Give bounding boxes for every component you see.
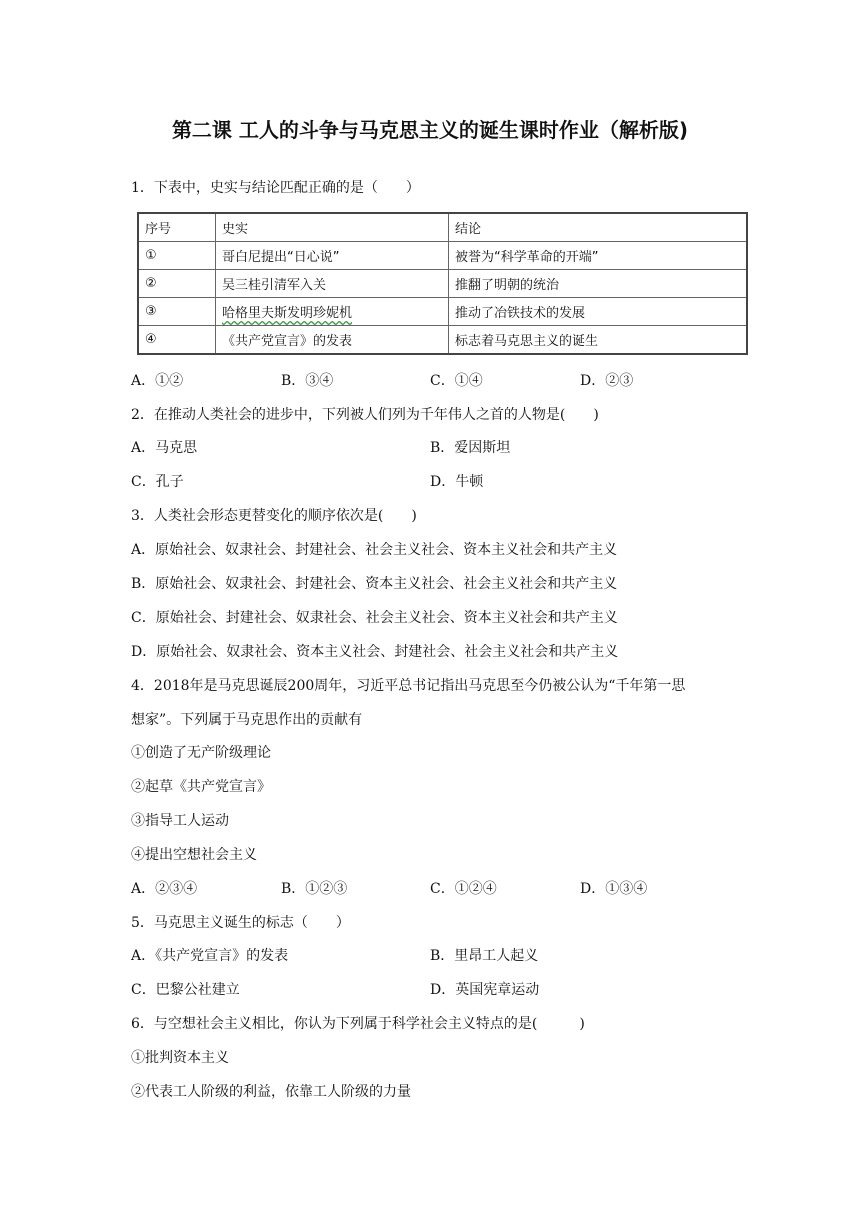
q1-stem: 1．下表中，史实与结论匹配正确的是（ ） xyxy=(131,180,420,196)
table-header-cell: 结论 xyxy=(449,213,748,242)
q6-item-2: ②代表工人阶级的利益，依靠工人阶级的力量 xyxy=(131,1084,411,1100)
q3-option-d: D．原始社会、奴隶社会、资本主义社会、封建社会、社会主义社会和共产主义 xyxy=(131,644,619,660)
table-row xyxy=(138,326,747,355)
table-cell: 吴三桂引清军入关 xyxy=(216,270,449,298)
q4-stem-line2: 想家”。下列属于马克思作出的贡献有 xyxy=(131,712,363,728)
q3-option-a: A．原始社会、奴隶社会、封建社会、社会主义社会、资本主义社会和共产主义 xyxy=(131,542,618,558)
table-cell xyxy=(216,298,449,326)
q2-stem: 2．在推动人类社会的进步中，下列被人们列为千年伟人之首的人物是( ) xyxy=(131,407,599,423)
q3-stem: 3．人类社会形态更替变化的顺序依次是( ) xyxy=(131,508,417,524)
q1-option-d: D．②③ xyxy=(580,373,634,389)
q2-option-b: B．爱因斯坦 xyxy=(430,440,511,456)
q5-option-d: D．英国宪章运动 xyxy=(430,982,540,998)
q4-item-3: ③指导工人运动 xyxy=(131,813,229,829)
table-cell: ① xyxy=(138,242,216,270)
q4-item-2: ②起草《共产党宣言》 xyxy=(131,779,271,795)
q5-stem: 5．马克思主义诞生的标志（ ） xyxy=(131,915,350,931)
q6-stem: 6．与空想社会主义相比，你认为下列属于科学社会主义特点的是( ) xyxy=(131,1016,585,1032)
q4-option-d: D．①③④ xyxy=(580,881,648,897)
q4-option-c: C．①②④ xyxy=(430,881,497,897)
q5-option-b: B．里昂工人起义 xyxy=(430,948,539,964)
table-row xyxy=(138,242,747,270)
q3-option-b: B．原始社会、奴隶社会、封建社会、资本主义社会、社会主义社会和共产主义 xyxy=(131,576,618,592)
q1-option-a: A．①② xyxy=(131,373,184,389)
table-cell: ③ xyxy=(138,298,216,326)
q5-option-c: C．巴黎公社建立 xyxy=(131,982,240,998)
q6-item-1: ①批判资本主义 xyxy=(131,1050,229,1066)
table-cell: 哥白尼提出“日心说” xyxy=(216,242,449,270)
q1-option-c: C．①④ xyxy=(430,373,483,389)
table-cell: ④ xyxy=(138,326,216,355)
table-cell: 推翻了明朝的统治 xyxy=(449,270,748,298)
table-header-cell: 史实 xyxy=(216,213,449,242)
q1-option-b: B．③④ xyxy=(281,373,334,389)
q4-item-4: ④提出空想社会主义 xyxy=(131,847,257,863)
q4-option-b: B．①②③ xyxy=(281,881,348,897)
q2-option-c: C．孔子 xyxy=(131,474,184,490)
table-cell: ② xyxy=(138,270,216,298)
table-row xyxy=(138,298,747,326)
q4-item-1: ①创造了无产阶级理论 xyxy=(131,745,271,761)
table-cell: 被誉为“科学革命的开端” xyxy=(449,242,748,270)
table-header-cell: 序号 xyxy=(138,213,216,242)
q2-option-d: D．牛顿 xyxy=(430,474,484,490)
page-title: 第二课 工人的斗争与马克思主义的诞生课时作业（解析版) xyxy=(171,118,689,142)
q4-stem-line1: 4．2018年是马克思诞辰200周年，习近平总书记指出马克思至今仍被公认为“千年第一思 xyxy=(131,678,686,694)
table-header-row xyxy=(138,213,747,242)
q5-option-a: A．《共产党宣言》的发表 xyxy=(131,948,289,964)
q3-option-c: C．原始社会、封建社会、奴隶社会、社会主义社会、资本主义社会和共产主义 xyxy=(131,610,618,626)
table-row xyxy=(138,270,747,298)
table-cell-text: 哈格里夫斯发明珍妮机 xyxy=(222,306,353,321)
table-cell: 标志着马克思主义的诞生 xyxy=(449,326,748,355)
q4-option-a: A．②③④ xyxy=(131,881,198,897)
table-cell: 《共产党宣言》的发表 xyxy=(216,326,449,355)
facts-table xyxy=(137,212,748,355)
table-cell: 推动了冶铁技术的发展 xyxy=(449,298,748,326)
q2-option-a: A．马克思 xyxy=(131,440,198,456)
